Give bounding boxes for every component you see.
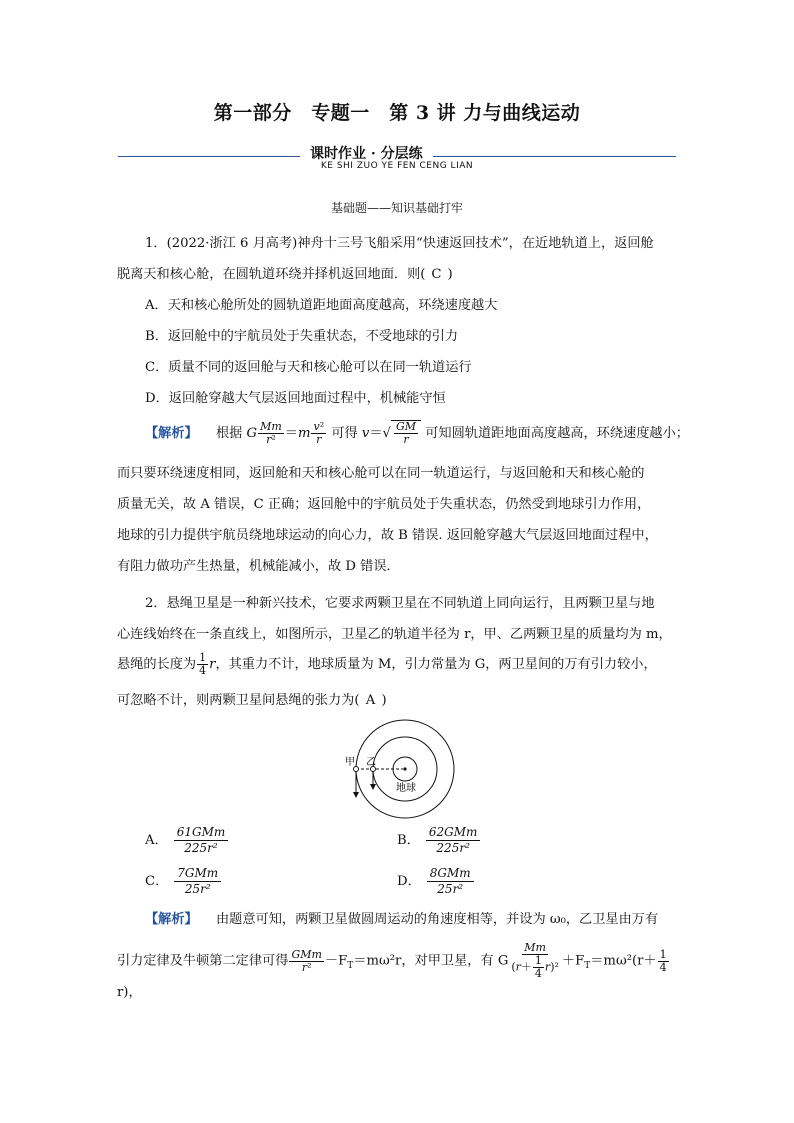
q2-option-d: D． $\frac{\text{8GMm}}{\text{25r²}}$ xyxy=(397,866,597,897)
q2-stem-line2: 心连线始终在一条直线上，如图所示，卫星乙的轨道半径为 r，甲、乙两颗卫星的质量均为 m， xyxy=(117,627,672,642)
q1-option-a: A．天和核心舱所处的圆轨道距地面高度越高，环绕速度越大 xyxy=(145,298,498,313)
q1-formula-centripetal: $\frac{\text{v²}}{r}$ xyxy=(313,420,325,446)
q1-explanation-line2: 而只要环绕速度相同，返回舱和天和核心舱可以在同一轨道运行，与返回舱和天和核心舱的 xyxy=(117,466,645,481)
q1-stem-line2: 脱离天和核心舱，在圆轨道环绕并择机返回地面．则( C ) xyxy=(117,267,453,282)
orbit-figure xyxy=(340,718,470,820)
label-yi: 乙 xyxy=(366,757,376,768)
arrowhead-jia xyxy=(353,792,359,798)
q2-explanation-label: 【解析】 xyxy=(145,912,198,927)
q1-explanation-label: 【解析】 xyxy=(145,426,198,441)
banner-pinyin: KE SHI ZUO YE FEN CENG LIAN xyxy=(320,161,474,171)
q1-option-d: D．返回舱穿越大气层返回地面过程中，机械能守恒 xyxy=(145,391,446,406)
earth-center xyxy=(403,767,406,770)
q2-option-a: A． $\frac{\text{61GMm}}{\text{225r²}}$ xyxy=(145,825,345,856)
q1-formula-gravity: $\frac{Mm}{\text{r²}}$ xyxy=(260,420,282,446)
q2-explanation-line2: 引力定律及牛顿第二定律可得 $\frac{\text{GMm}}{\text{r²}}$ $-F_T=m\omega^2r$，对甲卫星，有 G Mm (r＋ $\frac{1}{4}$ r)² $+F_T=m\omega^2(r+$ $\frac{1}{4}$ r)， xyxy=(117,941,667,1000)
q2-rope-length: $\frac{1}{4}$ xyxy=(199,651,207,677)
arrowhead-yi xyxy=(370,784,376,790)
q2-explanation-line1: 【解析】 由题意可知，两颗卫星做圆周运动的角速度相等，并设为 ω₀，乙卫星由万有 xyxy=(145,912,659,927)
q1-option-c: C．质量不同的返回舱与天和核心舱可以在同一轨道运行 xyxy=(145,360,472,375)
q1-stem-line1: 1．(2022·浙江 6 月高考)神舟十三号飞船采用“快速返回技术”，在近地轨道上，返回舱 xyxy=(145,236,654,251)
q2-option-b: B． $\frac{\text{62GMm}}{\text{225r²}}$ xyxy=(397,825,597,856)
q1-explanation-line1: 【解析】 根据 G $\frac{Mm}{\text{r²}}$ ＝m $\frac{\text{v²}}{r}$ 可得 v＝√ $\frac{GM}{r}$ 可知圆轨道距地面高度越高，环绕速度越小； xyxy=(145,420,689,446)
q1-answer: C xyxy=(431,267,442,282)
banner-title: 课时作业 · 分层练 xyxy=(300,143,433,163)
q2-option-c: C． $\frac{\text{7GMm}}{\text{25r²}}$ xyxy=(145,866,345,897)
label-jia: 甲 xyxy=(345,757,355,768)
q1-formula-velocity: √ $\frac{GM}{r}$ xyxy=(383,420,421,447)
q2-stem-line4: 可忽略不计，则两颗卫星间悬绳的张力为( A ) xyxy=(117,693,387,708)
q2-answer: A xyxy=(365,693,376,708)
q1-explanation-line4: 地球的引力提供宇航员绕地球运动的向心力，故 B 错误. 返回舱穿越大气层返回地面过程中， xyxy=(117,528,658,543)
q2-stem-line1: 2．悬绳卫星是一种新兴技术，它要求两颗卫星在不同轨道上同向运行，且两颗卫星与地 xyxy=(145,596,655,611)
q1-explanation-line3: 质量无关，故 A 错误，C 正确；返回舱中的宇航员处于失重状态，仍然受到地球引力作用， xyxy=(117,497,651,512)
q1-option-b: B．返回舱中的宇航员处于失重状态，不受地球的引力 xyxy=(145,329,459,344)
page-title: 第一部分 专题一 第 3 讲 力与曲线运动 xyxy=(213,102,581,124)
q1-explanation-line5: 有阻力做功产生热量，机械能减小，故 D 错误． xyxy=(117,559,400,574)
label-earth: 地球 xyxy=(396,783,416,794)
q2-stem-line3: 悬绳的长度为 $\frac{1}{4}$ r，其重力不计，地球质量为 M，引力常量为 G，两卫星间的万有引力较小， xyxy=(117,651,657,677)
section-heading: 基础题——知识基础打牢 xyxy=(330,201,463,215)
homework-banner xyxy=(118,140,676,174)
